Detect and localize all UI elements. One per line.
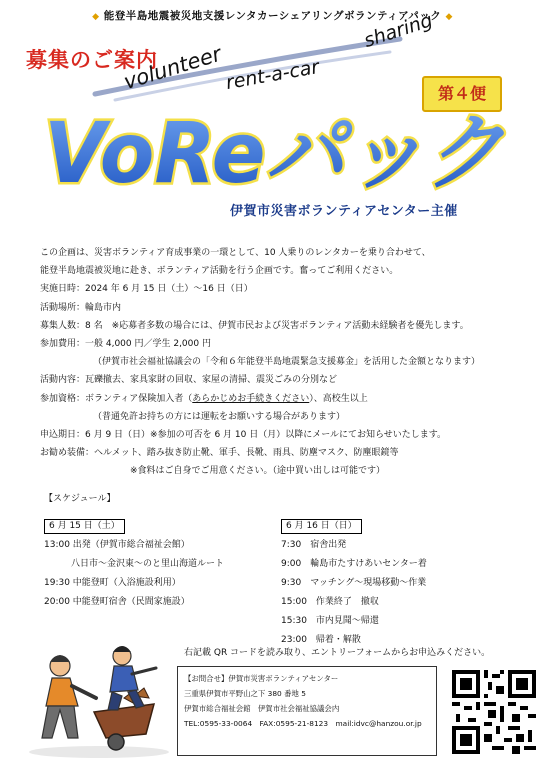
gear-line: お勧め装備：ヘルメット、踏み抜き防止靴、軍手、長靴、雨具、防塵マスク、防塵眼鏡等	[40, 448, 399, 459]
day2-label: 6 月 16 日（日）	[281, 519, 362, 534]
day1-label: 6 月 15 日（土）	[44, 519, 125, 534]
contact-building: 伊賀市総合福祉会館 伊賀市社会福祉協議会内	[184, 704, 340, 713]
apply-line: 申込期日：6 月 9 日（日）※参加の可否を 6 月 10 日（月）以降にメールにてお知らせいたします。	[40, 430, 447, 441]
schedule-title: 【スケジュール】	[44, 494, 116, 504]
contact-title: 【お問合せ】伊賀市災害ボランティアセンター	[184, 674, 339, 683]
food-note: ※食料はご自身でご用意ください。（途中買い出しは可能です）	[130, 466, 386, 477]
top-banner-text: 能登半島地震被災地支援レンタカーシェアリングボランティアパック	[103, 10, 442, 22]
capacity-line: 募集人数：8 名 ※応募者多数の場合には、伊賀市民および災害ボランティア活動未経験者を優先します。	[40, 320, 469, 331]
qualification-line	[40, 390, 520, 408]
intro-line-2: 能登半島地震被災地に赴き、ボランティア活動を行う企画です。奮ってご利用ください。	[40, 266, 399, 277]
qr-instruction: 右記載 QR コードを読み取り、エントリーフォームからお申込みください。	[184, 648, 491, 658]
qualification-underlined: あらかじめお手続きください	[192, 393, 310, 404]
day2-schedule	[281, 513, 427, 650]
word-rent-a-car: rent-a-car	[224, 55, 321, 94]
date-line: 実施日時：2024 年 6 月 15 日（土）～16 日（日）	[40, 284, 253, 295]
word-sharing: sharing	[361, 9, 436, 52]
details-block	[40, 244, 520, 481]
intro-line-1: この企画は、災害ボランティア育成事業の一環として、10 人乗りのレンタカーを乗り合わせて、	[40, 248, 431, 258]
contact-box	[177, 666, 437, 756]
top-banner-line	[0, 8, 545, 23]
contact-phone: TEL:0595-33-0064 FAX:0595-21-8123 mail:idvc@hanzou.or.jp	[184, 719, 422, 728]
logo-text: VoReパック	[44, 104, 505, 202]
vore-pack-logo	[40, 96, 510, 204]
schedule-item: 7:30 宿舎出発	[281, 540, 347, 550]
qr-code[interactable]	[452, 670, 536, 754]
qualification-c: ）、高校生以上	[309, 393, 368, 404]
content-line: 活動内容：瓦礫撤去、家具家財の回収、家屋の清掃、震災ごみの分別など	[40, 375, 338, 386]
day1-schedule	[44, 513, 224, 612]
word-volunteer: volunteer	[120, 41, 225, 94]
schedule-item: 20:00 中能登町宿舎（民間家施設）	[44, 597, 190, 607]
qualification-a: 参加資格：ボランティア保険加入者（	[40, 393, 193, 404]
sponsor-text: 伊賀市災害ボランティアセンター主催	[230, 204, 458, 219]
place-line: 活動場所：輪島市内	[40, 302, 122, 313]
schedule-item: 19:30 中能登町（入浴施設利用）	[44, 578, 181, 588]
edition-badge: 第４便	[422, 76, 502, 112]
schedule-item: 15:30 市内見聞～帰還	[281, 616, 379, 626]
volunteers-illustration	[24, 634, 174, 760]
schedule-item: 八日市～金沢東～のと里山海道ルート	[44, 559, 225, 569]
diamond-icon: ◆	[92, 12, 100, 22]
fee-note: （伊賀市社会福祉協議会の「令和６年能登半島地震緊急支援募金」を活用した金額となります）	[93, 357, 481, 368]
diamond-icon: ◆	[445, 12, 453, 22]
contact-address: 三重県伊賀市平野山之下 380 番地 5	[184, 689, 306, 698]
qualification-note: （普通免許お持ちの方には運転をお願いする場合があります）	[93, 411, 346, 422]
fee-line: 参加費用：一般 4,000 円／学生 2,000 円	[40, 339, 211, 350]
schedule-item: 15:00 作業終了 撤収	[281, 597, 379, 607]
recruit-heading: 募集のご案内	[26, 47, 158, 72]
schedule-item: 9:00 輪島市たすけあいセンター着	[281, 559, 427, 569]
schedule-item: 13:00 出発（伊賀市総合福祉会館）	[44, 540, 190, 550]
schedule-item: 23:00 帰着・解散	[281, 635, 361, 645]
schedule-item: 9:30 マッチング～現場移動～作業	[281, 578, 427, 588]
